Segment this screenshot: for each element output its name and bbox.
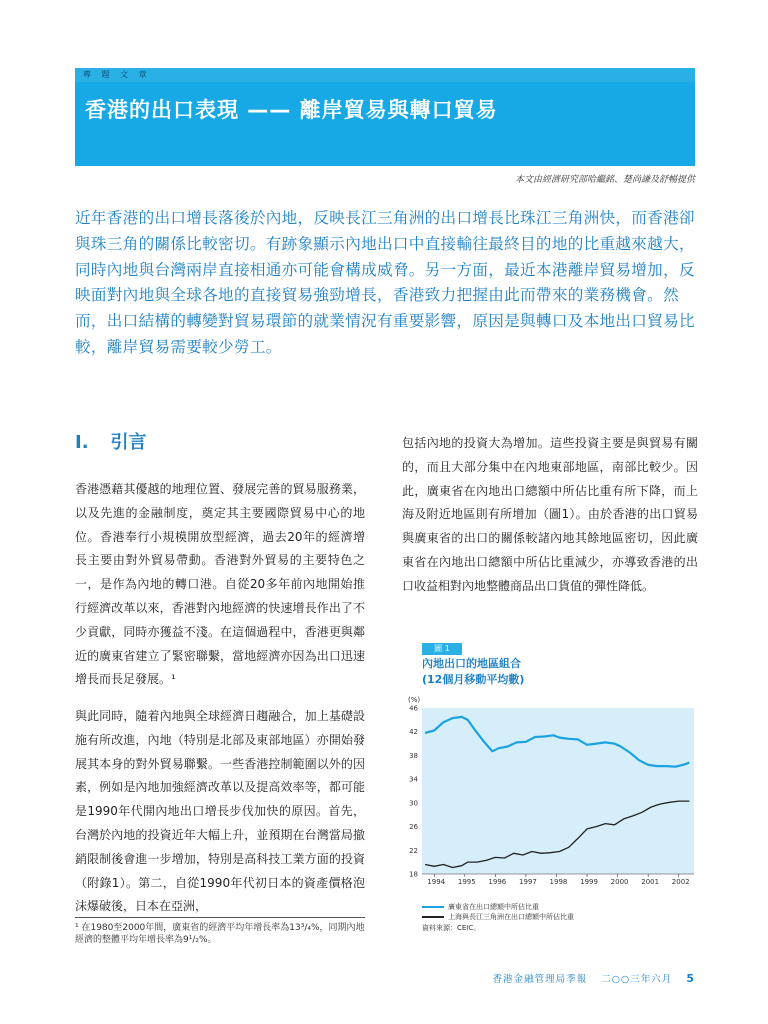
x-tick-label: 1994 [427,878,446,886]
y-tick-label: 38 [409,751,418,760]
x-tick-label: 1997 [518,878,537,886]
x-tick-label: 2000 [610,878,629,886]
y-tick-label: 34 [409,775,418,784]
x-tick-label: 2002 [671,878,690,886]
section-number: I. [75,432,89,453]
y-tick-label: 30 [409,799,418,808]
y-axis-unit: (%) [408,696,421,704]
figure-title-line1: 內地出口的地區組合 [422,657,521,670]
section-title: 引言 [110,432,147,453]
footnote-divider [75,917,365,918]
page-title: 香港的出口表現 —— 離岸貿易與轉口貿易 [85,98,498,122]
body-paragraph-2: 與此同時，隨着內地與全球經濟日趨融合，加上基礎設施有所改進，內地（特別是北部及東部地區）亦開始發展其本身的對外貿易聯繫。一些香港控制範圍以外的因素，例如是內地加強經濟改革以及提高效率等，都可能是1990年代開內地出口增長步伐加快的原因。首先，台灣於內地的投資近年大幅上升，並預期在台灣當局撤銷限制後會進一步增加，特別是高科技工業方面的投資（附錄1）。第二，自從1990年代初日本的資產價格泡沫爆破後，日本在亞洲， [75,709,365,914]
section-heading [75,428,147,454]
title-banner [75,82,695,166]
page-number: 5 [686,972,695,985]
x-tick-label: 2001 [641,878,660,886]
y-tick-label: 42 [409,728,418,737]
legend-label-guangdong: 廣東省在出口總額中所佔比重 [448,903,539,911]
y-tick-label: 26 [409,823,418,832]
y-tick-label: 22 [409,846,418,855]
y-tick-label: 46 [409,704,418,713]
legend-entry-shanghai [422,912,574,922]
page-footer [493,971,695,985]
line-chart [402,690,702,895]
section-label: 專 題 文 章 [75,68,695,82]
footer-publication: 香港金融管理局季報 [492,974,588,985]
x-tick-label: 1996 [488,878,507,886]
figure-tag: 圖 1 [422,643,462,655]
body-paragraph-3: 包括內地的投資大為增加。這些投資主要是與貿易有關的，而且大部分集中在內地東部地區，南部比較少。因此，廣東省在內地出口總額中所佔比重有所下降，而上海及附近地區則有所增加（圖1）。由於香港的出口貿易與廣東省的出口的關係較諸內地其餘地區密切，因此廣東省在內地出口總額中所佔比重減少，亦導致香港的出口收益相對內地整體商品出口貨值的彈性降低。 [402,436,698,593]
chart-legend [422,902,574,922]
legend-label-shanghai: 上海與長江三角洲在出口總額中所佔比重 [448,913,574,921]
body-paragraph-1: 香港憑藉其優越的地理位置、發展完善的貿易服務業，以及先進的金融制度，奠定其主要國際貿易中心的地位。香港奉行小規模開放型經濟，過去20年的經濟增長主要由對外貿易帶動。香港對外貿易的主要特色之一，是作為內地的轉口港。自從20多年前內地開始推行經濟改革以來，香港對內地經濟的快速增長作出了不少貢獻，同時亦獲益不淺。在這個過程中，香港更與鄰近的廣東省建立了緊密聯繫，當地經濟亦因為出口迅速增長而長足發展。¹ [75,482,365,687]
legend-swatch-shanghai [422,916,444,918]
figure-title [422,656,524,688]
x-tick-label: 1998 [549,878,568,886]
chart-source: 資料來源：CEIC。 [422,924,481,932]
figure-subtitle: (12個月移動平均數) [422,673,525,686]
intro-paragraph: 近年香港的出口增長落後於內地，反映長江三角洲的出口增長比珠江三角洲快，而香港卻與珠三角的關係比較密切。有跡象顯示內地出口中直接輸往最終目的地的比重越來越大，同時內地與台灣兩岸直接相通亦可能會構成威脅。另一方面，最近本港離岸貿易增加，反映面對內地與全球各地的直接貿易強勁增長，香港致力把握由此而帶來的業務機會。然而，出口結構的轉變對貿易環節的就業情況有重要影響，原因是與轉口及本地出口貿易比較，離岸貿易需要較少勞工。 [75,209,695,356]
plot-background [422,708,694,874]
legend-swatch-guangdong [422,906,444,908]
x-tick-label: 1999 [580,878,598,886]
byline: 本文由經濟研究部哈繼銘、楚尚謙及舒暢提供 [514,175,695,185]
legend-entry-guangdong [422,902,574,912]
x-tick-label: 1995 [457,878,476,886]
footnote: ¹ 在1980至2000年間，廣東省的經濟平均年增長率為13³/₄%，同期內地經濟的整體平均年增長率為9¹/₂%。 [75,923,365,945]
footer-date: 二○○三年六月 [601,974,673,985]
y-tick-label: 18 [409,870,418,879]
